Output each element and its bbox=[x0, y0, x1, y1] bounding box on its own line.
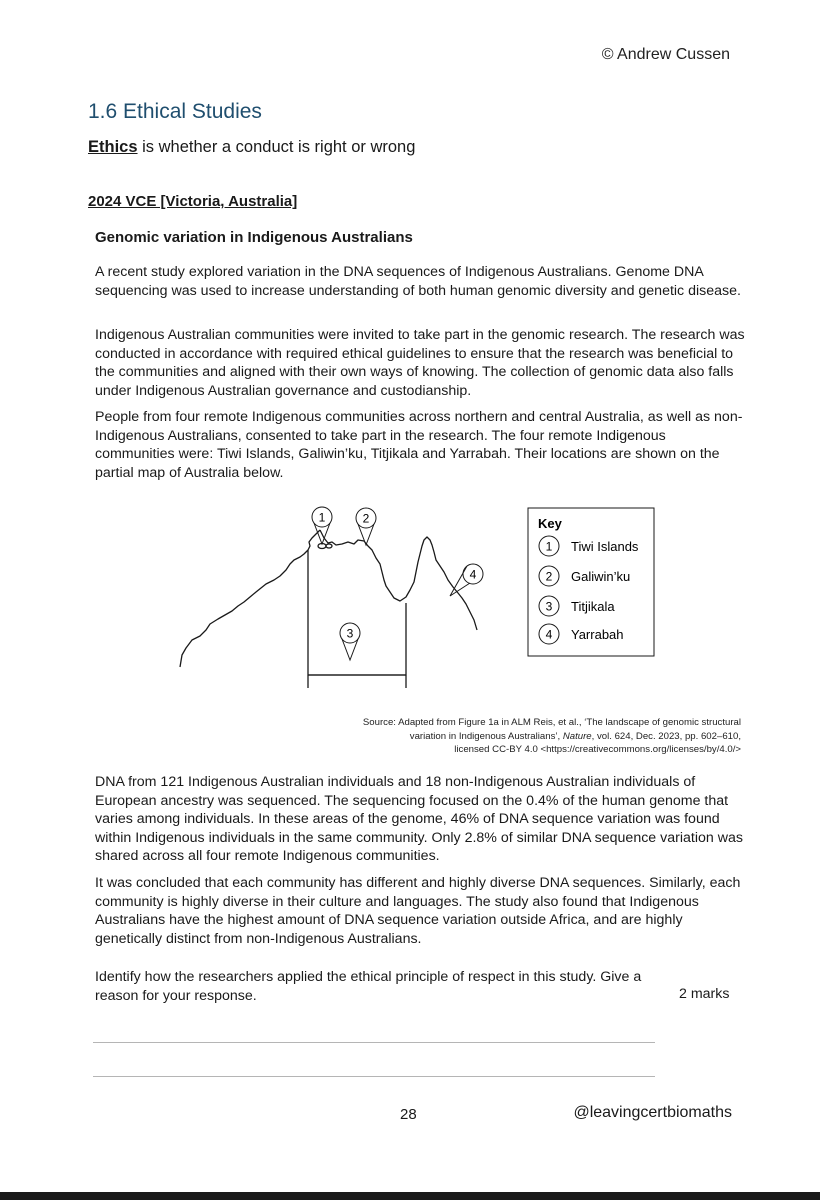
marks-allocation: 2 marks bbox=[679, 986, 730, 1002]
map-tiwi-island bbox=[326, 544, 332, 548]
ethics-definition bbox=[88, 138, 415, 157]
page-number: 28 bbox=[400, 1106, 417, 1123]
map-key-item-1 bbox=[539, 536, 639, 556]
results-paragraph: DNA from 121 Indigenous Australian individuals and 18 non-Indigenous Australian individuals of European ancestry was sequenced. The sequencing focused on the 0.4% of the human genome that varies among individuals. In these areas of the genome, 46% of DNA sequence variation was found within Indigenous individuals in the same community. Only 2.8% of similar DNA sequence variation was shared across all four remote Indigenous communities. bbox=[95, 774, 743, 864]
map-marker-1-label: 1 bbox=[318, 510, 326, 525]
caption-line-2: variation in Indigenous Australians’, Nature, vol. 624, Dec. 2023, pp. 602–610, bbox=[409, 730, 741, 742]
map-key-item-3-number: 3 bbox=[545, 599, 553, 614]
figure-source-caption bbox=[300, 716, 741, 757]
map-marker-4-label: 4 bbox=[469, 567, 477, 582]
map-key-item-3-name: Titjikala bbox=[571, 599, 615, 614]
map-nt-border bbox=[308, 550, 406, 675]
map-marker-3-label: 3 bbox=[346, 626, 354, 641]
answer-line[interactable] bbox=[93, 1076, 655, 1077]
map-marker-2 bbox=[356, 508, 376, 545]
map-marker-4 bbox=[450, 564, 483, 596]
map-key-item-4-name: Yarrabah bbox=[571, 627, 624, 642]
ethics-definition-text: is whether a conduct is right or wrong bbox=[137, 138, 416, 156]
map-marker-2-label: 2 bbox=[362, 511, 370, 526]
map-key-item-2-name: Galiwin’ku bbox=[571, 569, 631, 584]
results-paragraph: It was concluded that each community has different and highly diverse DNA sequences. Similarly, each community is highly diverse in their culture and languages. The study also found that Indigenous Australians have the highest amount of DNA sequence variation outside Africa, and are highly genetically distinct from non-Indigenous Australians. bbox=[95, 875, 741, 947]
section-title: 1.6 Ethical Studies bbox=[88, 100, 262, 123]
answer-line[interactable] bbox=[93, 1042, 655, 1043]
caption-line-1: Source: Adapted from Figure 1a in ALM Reis, et al., ‘The landscape of genomic structural bbox=[362, 717, 741, 728]
map-key-item-2 bbox=[539, 566, 630, 586]
map-coastline-west bbox=[180, 530, 320, 667]
map-key-item-1-name: Tiwi Islands bbox=[571, 539, 639, 554]
australia-partial-map bbox=[170, 500, 670, 700]
map-key bbox=[528, 508, 654, 656]
copyright-notice: © Andrew Cussen bbox=[601, 46, 730, 63]
map-key-item-4 bbox=[539, 624, 624, 644]
map-marker-1 bbox=[312, 507, 332, 544]
map-key-item-4-number: 4 bbox=[545, 627, 553, 642]
question-heading: Genomic variation in Indigenous Australians bbox=[95, 229, 413, 246]
caption-line-3: licensed CC-BY 4.0 <https://creativecommons.org/licenses/by/4.0/> bbox=[454, 744, 741, 755]
social-handle: @leavingcertbiomaths bbox=[573, 1104, 732, 1121]
map-key-item-1-number: 1 bbox=[545, 539, 553, 554]
intro-paragraph: A recent study explored variation in the DNA sequences of Indigenous Australians. Genome DNA sequencing was used to increase understanding of both human genomic diversity and genetic disease. bbox=[95, 264, 741, 299]
intro-paragraph: Indigenous Australian communities were invited to take part in the genomic research. The research was conducted in accordance with required ethical guidelines to ensure that the research was beneficial to the communities and aligned with their own ways of knowing. The collection of genomic data also falls under Indigenous Australian governance and custodianship. bbox=[95, 327, 745, 399]
map-coastline-north bbox=[320, 530, 477, 630]
map-key-item-2-number: 2 bbox=[545, 569, 553, 584]
map-marker-3 bbox=[340, 623, 360, 660]
ethics-term: Ethics bbox=[88, 138, 138, 156]
question-prompt: Identify how the researchers applied the ethical principle of respect in this study. Give a reason for your response. bbox=[95, 969, 642, 1004]
map-key-item-3 bbox=[539, 596, 615, 616]
map-key-title: Key bbox=[538, 516, 562, 531]
intro-paragraph: People from four remote Indigenous communities across northern and central Australia, as well as non-Indigenous Australians, consented to take part in the research. The four remote Indigenous communities were: Tiwi Islands, Galiwin’ku, Titjikala and Yarrabah. Their locations are shown on the partial map of Australia below. bbox=[95, 409, 743, 481]
bottom-edge-bar bbox=[0, 1192, 820, 1200]
exam-source-heading: 2024 VCE [Victoria, Australia] bbox=[88, 193, 298, 210]
